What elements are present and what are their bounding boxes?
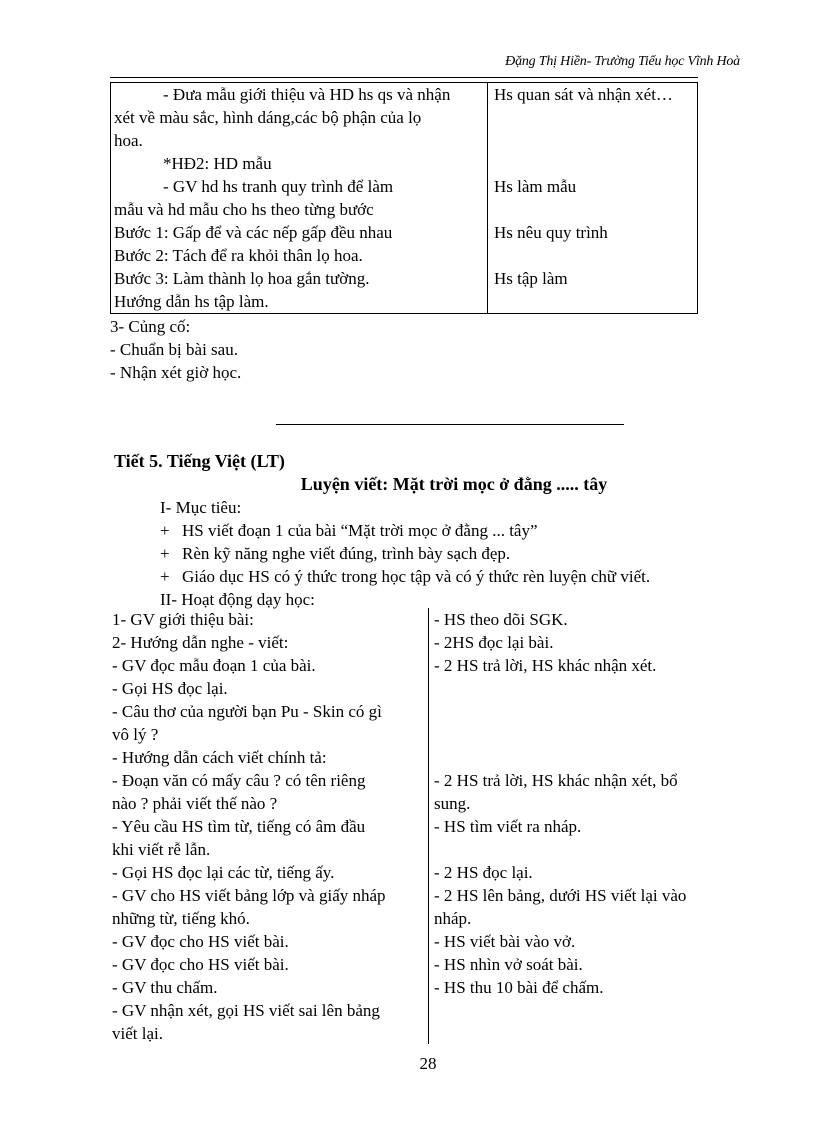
table-line: mẫu và hd mẫu cho hs theo từng bước bbox=[114, 200, 374, 219]
list-item: những từ, tiếng khó. bbox=[112, 909, 250, 928]
page-header-author: Đặng Thị Hiền- Trường Tiểu học Vĩnh Hoà bbox=[505, 54, 740, 69]
table-line bbox=[488, 106, 697, 129]
activities-heading: II- Hoạt động dạy học: bbox=[160, 590, 315, 609]
table-row bbox=[111, 83, 698, 314]
list-item: vô lý ? bbox=[112, 725, 159, 744]
table-line: Hs làm mẫu bbox=[494, 177, 577, 196]
consolidation-item: - Nhận xét giờ học. bbox=[110, 363, 242, 382]
list-item: sung. bbox=[434, 794, 471, 813]
table-line: Hs quan sát và nhận xét… bbox=[494, 85, 673, 104]
page-number: 28 bbox=[419, 1054, 437, 1073]
objective-item bbox=[160, 542, 650, 565]
plus-bullet: + bbox=[160, 544, 170, 563]
table-line bbox=[488, 290, 697, 313]
lesson-activity-table bbox=[110, 82, 698, 314]
table-line: Bước 2: Tách để ra khỏi thân lọ hoa. bbox=[114, 246, 363, 265]
list-item: - 2HS đọc lại bài. bbox=[434, 633, 554, 652]
list-item: - Gọi HS đọc lại các từ, tiếng ấy. bbox=[112, 863, 335, 882]
objectives-section bbox=[160, 496, 650, 611]
list-item: - Yêu cầu HS tìm từ, tiếng có âm đầu bbox=[112, 817, 366, 836]
student-activity-cell bbox=[488, 83, 698, 314]
period-title: Tiết 5. Tiếng Việt (LT) bbox=[114, 451, 285, 471]
list-item: nháp. bbox=[434, 909, 472, 928]
list-item bbox=[434, 723, 730, 746]
list-item: 2- Hướng dẫn nghe - viết: bbox=[112, 633, 289, 652]
objective-item bbox=[160, 565, 650, 588]
table-line: Hướng dẫn hs tập làm. bbox=[114, 292, 269, 311]
list-item bbox=[434, 999, 730, 1022]
list-item: - GV cho HS viết bảng lớp và giấy nháp bbox=[112, 886, 386, 905]
table-line: Bước 3: Làm thành lọ hoa gắn tường. bbox=[114, 269, 370, 288]
table-line bbox=[488, 129, 697, 152]
consolidation-section bbox=[110, 315, 241, 384]
list-item: - HS viết bài vào vở. bbox=[434, 932, 576, 951]
plus-bullet: + bbox=[160, 567, 170, 586]
list-item: - GV đọc cho HS viết bài. bbox=[112, 955, 289, 974]
activities-two-column bbox=[110, 608, 730, 1044]
list-item: khi viết rễ lẫn. bbox=[112, 840, 211, 859]
teacher-activities-column bbox=[112, 608, 422, 1045]
list-item: - 2 HS đọc lại. bbox=[434, 863, 533, 882]
table-line: hoa. bbox=[114, 131, 143, 150]
list-item bbox=[434, 838, 730, 861]
objective-text: Giáo dục HS có ý thức trong học tập và có ý thức rèn luyện chữ viết. bbox=[182, 567, 651, 586]
table-line: - Đưa mẫu giới thiệu và HD hs qs và nhận bbox=[163, 85, 451, 104]
consolidation-item: - Chuẩn bị bài sau. bbox=[110, 340, 238, 359]
list-item: viết lại. bbox=[112, 1024, 163, 1043]
list-item bbox=[434, 700, 730, 723]
list-item: - GV đọc mẫu đoạn 1 của bài. bbox=[112, 656, 316, 675]
table-line: *HĐ2: HD mẫu bbox=[163, 154, 272, 173]
objective-text: HS viết đoạn 1 của bài “Mặt trời mọc ở đằng ... tây” bbox=[182, 521, 538, 540]
table-line: xét về màu sắc, hình dáng,các bộ phận của lọ bbox=[114, 108, 422, 127]
list-item: - HS thu 10 bài để chấm. bbox=[434, 978, 604, 997]
table-line bbox=[488, 152, 697, 175]
list-item: - HS nhìn vở soát bài. bbox=[434, 955, 583, 974]
table-line: Hs tập làm bbox=[494, 269, 568, 288]
list-item: - Hướng dẫn cách viết chính tả: bbox=[112, 748, 327, 767]
list-item: - HS theo dõi SGK. bbox=[434, 610, 568, 629]
section-divider bbox=[276, 424, 624, 425]
list-item: - Gọi HS đọc lại. bbox=[112, 679, 228, 698]
list-item: - GV thu chấm. bbox=[112, 978, 218, 997]
list-item: - Đoạn văn có mấy câu ? có tên riêng bbox=[112, 771, 366, 790]
objectives-heading: I- Mục tiêu: bbox=[160, 498, 242, 517]
teacher-activity-cell bbox=[111, 83, 488, 314]
table-line bbox=[488, 198, 697, 221]
objective-text: Rèn kỹ năng nghe viết đúng, trình bày sạch đẹp. bbox=[182, 544, 511, 563]
list-item: - Câu thơ của người bạn Pu - Skin có gì bbox=[112, 702, 382, 721]
plus-bullet: + bbox=[160, 521, 170, 540]
lesson-title: Luyện viết: Mặt trời mọc ở đằng ..... tây bbox=[300, 474, 608, 494]
student-activities-column bbox=[434, 608, 730, 1045]
table-line bbox=[488, 244, 697, 267]
consolidation-heading: 3- Củng cố: bbox=[110, 317, 191, 336]
list-item bbox=[434, 1022, 730, 1045]
list-item: nào ? phải viết thế nào ? bbox=[112, 794, 278, 813]
column-divider bbox=[428, 608, 429, 1044]
table-line: - GV hd hs tranh quy trình để làm bbox=[163, 177, 394, 196]
list-item: - GV nhận xét, gọi HS viết sai lên bảng bbox=[112, 1001, 380, 1020]
objective-item bbox=[160, 519, 650, 542]
list-item: - 2 HS trả lời, HS khác nhận xét. bbox=[434, 656, 657, 675]
list-item: - 2 HS trả lời, HS khác nhận xét, bổ bbox=[434, 771, 678, 790]
table-line: Bước 1: Gấp để và các nếp gấp đều nhau bbox=[114, 223, 393, 242]
list-item: - 2 HS lên bảng, dưới HS viết lại vào bbox=[434, 886, 687, 905]
list-item bbox=[434, 746, 730, 769]
list-item: 1- GV giới thiệu bài: bbox=[112, 610, 254, 629]
list-item bbox=[434, 677, 730, 700]
table-line: Hs nêu quy trình bbox=[494, 223, 608, 242]
list-item: - HS tìm viết ra nháp. bbox=[434, 817, 582, 836]
list-item: - GV đọc cho HS viết bài. bbox=[112, 932, 289, 951]
header-rule bbox=[110, 77, 698, 78]
